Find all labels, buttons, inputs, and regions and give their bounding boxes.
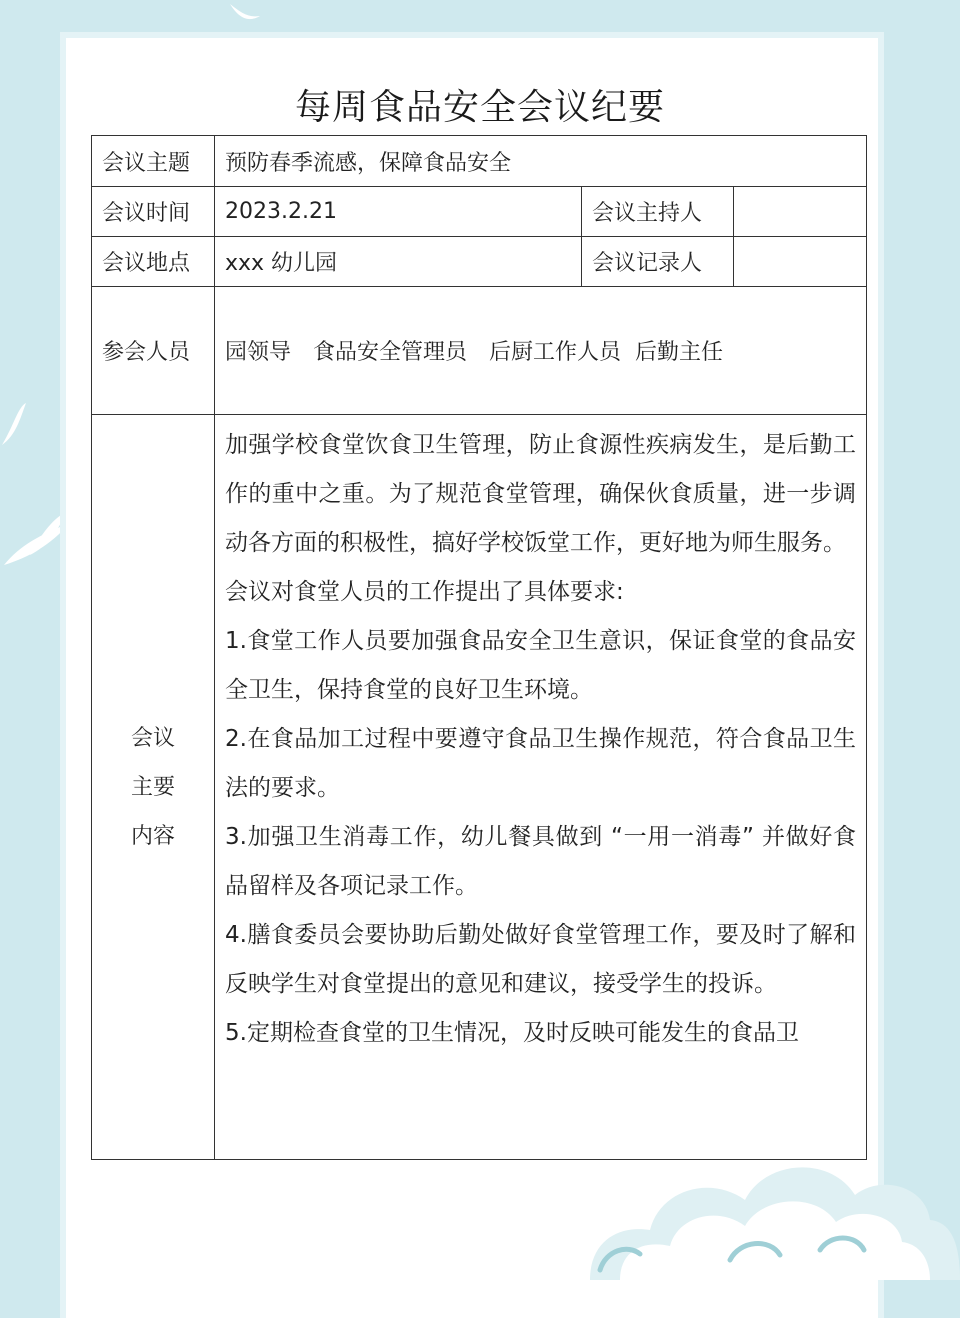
topic-label: 会议主题 — [92, 136, 215, 187]
recorder-value — [734, 237, 867, 287]
content-paragraph: 加强学校食堂饮食卫生管理，防止食源性疾病发生，是后勤工作的重中之重。为了规范食堂管理，确保伙食质量，进一步调动各方面的积极性，搞好学校饭堂工作，更好地为师生服务。 — [225, 432, 857, 556]
table-row — [92, 187, 867, 237]
host-label: 会议主持人 — [582, 187, 734, 237]
place-value: xxx 幼儿园 — [215, 237, 582, 287]
table-row — [92, 287, 867, 415]
content-paragraph: 5.定期检查食堂的卫生情况，及时反映可能发生的食品卫 — [225, 1020, 799, 1046]
table-row — [92, 136, 867, 187]
minutes-table — [91, 135, 867, 1160]
content-label-line: 会议 — [130, 725, 175, 751]
recorder-label: 会议记录人 — [582, 237, 734, 287]
content-paragraph: 2.在食品加工过程中要遵守食品卫生操作规范，符合食品卫生法的要求。 — [225, 726, 857, 801]
host-value — [734, 187, 867, 237]
content-paragraph: 1.食堂工作人员要加强食品安全卫生意识，保证食堂的食品安全卫生，保持食堂的良好卫生环境。 — [225, 628, 857, 703]
content-paragraph: 会议对食堂人员的工作提出了具体要求: — [225, 579, 624, 605]
topic-value: 预防春季流感，保障食品安全 — [215, 136, 867, 187]
content-label-line: 内容 — [130, 823, 175, 849]
cloud-icon — [580, 1130, 960, 1280]
attendees-label: 参会人员 — [92, 287, 215, 415]
time-value: 2023.2.21 — [215, 187, 582, 237]
table-row — [92, 415, 867, 1160]
content-label — [92, 415, 215, 1160]
attendees-value: 园领导 食品安全管理员 后厨工作人员 后勤主任 — [215, 287, 867, 415]
place-label: 会议地点 — [92, 237, 215, 287]
table-row — [92, 237, 867, 287]
document-title: 每周食品安全会议纪要 — [294, 87, 665, 128]
content-paragraph: 3.加强卫生消毒工作，幼儿餐具做到 “一用一消毒” 并做好食品留样及各项记录工作。 — [225, 824, 857, 899]
time-label: 会议时间 — [92, 187, 215, 237]
content-label-line: 主要 — [130, 774, 175, 800]
content-value — [215, 415, 867, 1160]
content-paragraph: 4.膳食委员会要协助后勤处做好食堂管理工作，要及时了解和反映学生对食堂提出的意见和建议，接受学生的投诉。 — [225, 922, 857, 997]
